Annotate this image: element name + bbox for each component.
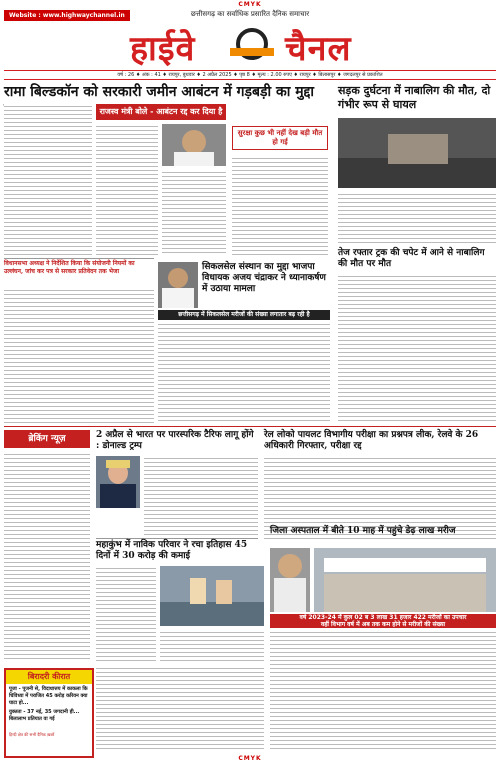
divider [96, 538, 258, 539]
ad-note: हिन्दी क्षेत्र की सभी दैनिक ख़बरें [9, 732, 55, 737]
breaking-news-label: ब्रेकिंग न्यूज़ [4, 430, 90, 448]
tariff-text [144, 456, 258, 536]
rail-headline: रेल लोको पायलट विभागीय परीक्षा का प्रश्नपत्र लीक, रेलवे के 26 अधिकारी गिरफ्तार, परीक्षा रद्द [264, 430, 479, 451]
kumbh-text-2 [160, 630, 264, 662]
sicklecell-sub: छत्तीसगढ़ में सिकलसेल मरीजों की संख्या लगातार बढ़ रही है [158, 310, 330, 320]
masthead [0, 24, 500, 68]
tagline: छत्तीसगढ़ का सर्वाधिक प्रसारित दैनिक समाचार [190, 10, 310, 18]
mla-photo [158, 262, 198, 308]
trump-photo [96, 456, 140, 508]
accident-text [338, 192, 496, 244]
wheel-road-logo-icon [230, 28, 274, 64]
kumbh-headline: महाकुंभ में नाविक परिवार ने रचा इतिहास 45 दिनों में 30 करोड़ की कमाई [96, 540, 248, 561]
ad-text [9, 686, 91, 723]
hospital-building-photo [314, 548, 496, 612]
masthead-right: चैनल [285, 29, 352, 69]
tariff-headline: 2 अप्रैल से भारत पर पारस्परिक टैरिफ लागू होंगे : डोनाल्ड ट्रम्प [96, 430, 254, 451]
ad-line-2: युक्तता - 37 नई, 35 जगदानी ही... बिलालाभ प्रतियात वा गई [9, 709, 80, 722]
sicklecell-headline: सिकलसेल संस्थान का मुद्दा भाजपा विधायक अजय चंद्राकर ने ध्यानाकर्षण में उठाया मामला [202, 262, 326, 294]
advertisement-box[interactable] [4, 668, 94, 758]
lead-section-head: विधानसभा अध्यक्ष ने निर्देशित किया कि संयोजनी नियमों का उल्लंघन, जांच कर पत्र से सरकार प्रतिवेदन तक भेजा [4, 260, 135, 275]
kumbh-text-3 [96, 666, 264, 752]
accident-headline: सड़क दुर्घटना में नाबालिग की मौत, दो गंभीर रूप से घायल [338, 84, 491, 111]
lead-sub-banner: राजस्व मंत्री बोले - आबंटन रद्द कर दिया है [96, 104, 226, 120]
hospital-headline: जिला अस्पताल में बीते 10 माह में पहुंचे डेढ़ लाख मरीज [270, 526, 456, 536]
accident-photo [338, 118, 496, 188]
hospital-banner-line2: वहीं विभाग वर्ष में अब तक कम होने से मरीजों की संख्या [320, 621, 446, 628]
hospital-text [270, 630, 496, 752]
ad-line-1: पूजा - पूजनी से, विदाधात्तय में काकला कि धिविध्या में पराजित 45 करोड़ करिवन क्या घाटा हो... [9, 686, 88, 706]
sicklecell-text [158, 322, 330, 424]
ad-title: बिरादरी कीरात [6, 670, 92, 684]
truck-headline: तेज रफ्तार ट्रक की चपेट में आने से नाबालिग की मौत पर मौत [338, 248, 485, 269]
hospital-banner [270, 614, 496, 628]
truck-text [338, 274, 496, 424]
lead-column-1 [4, 104, 92, 256]
lead-column-4 [232, 156, 328, 256]
kumbh-photo [160, 566, 264, 626]
website-label[interactable]: Website : www.highwaychannel.in [4, 10, 130, 21]
registration-mark-bottom: CMYK [238, 755, 262, 762]
lead-headline: रामा बिल्डकॉन को सरकारी जमीन आबंटन में गड़बड़ी का मुद्दा [4, 84, 315, 100]
divider [4, 258, 154, 259]
section-divider [4, 426, 496, 427]
minister-photo [162, 124, 226, 166]
lead-column-3 [162, 170, 226, 256]
breaking-news-text [4, 452, 90, 662]
lead-kicker: सुरक्षा कुछ भी नहीं देख बड़ी मौत हो गई [232, 126, 328, 150]
lead-section-text [4, 288, 154, 424]
masthead-left: हाईवे [130, 29, 196, 69]
hospital-photo-small [270, 548, 310, 612]
hospital-banner-line1: वर्ष 2023-24 में कुल 02 ब 3 लाख 31 हजार 422 मरीजों का उपचार [299, 614, 467, 621]
edition-info-bar: वर्ष : 26 ♦ अंक : 41 ♦ रायपुर, बुधवार ♦ 2 अप्रैल 2025 ♦ पृष्ठ 8 ♦ मूल्य : 2.00 रुपए ♦ रायपुर ♦ बिलासपुर ♦ जगदलपुर से प्रकाशित [4, 70, 496, 80]
kumbh-text-1 [96, 566, 156, 662]
registration-mark-top: CMYK [238, 1, 262, 8]
lead-column-2 [96, 124, 158, 256]
